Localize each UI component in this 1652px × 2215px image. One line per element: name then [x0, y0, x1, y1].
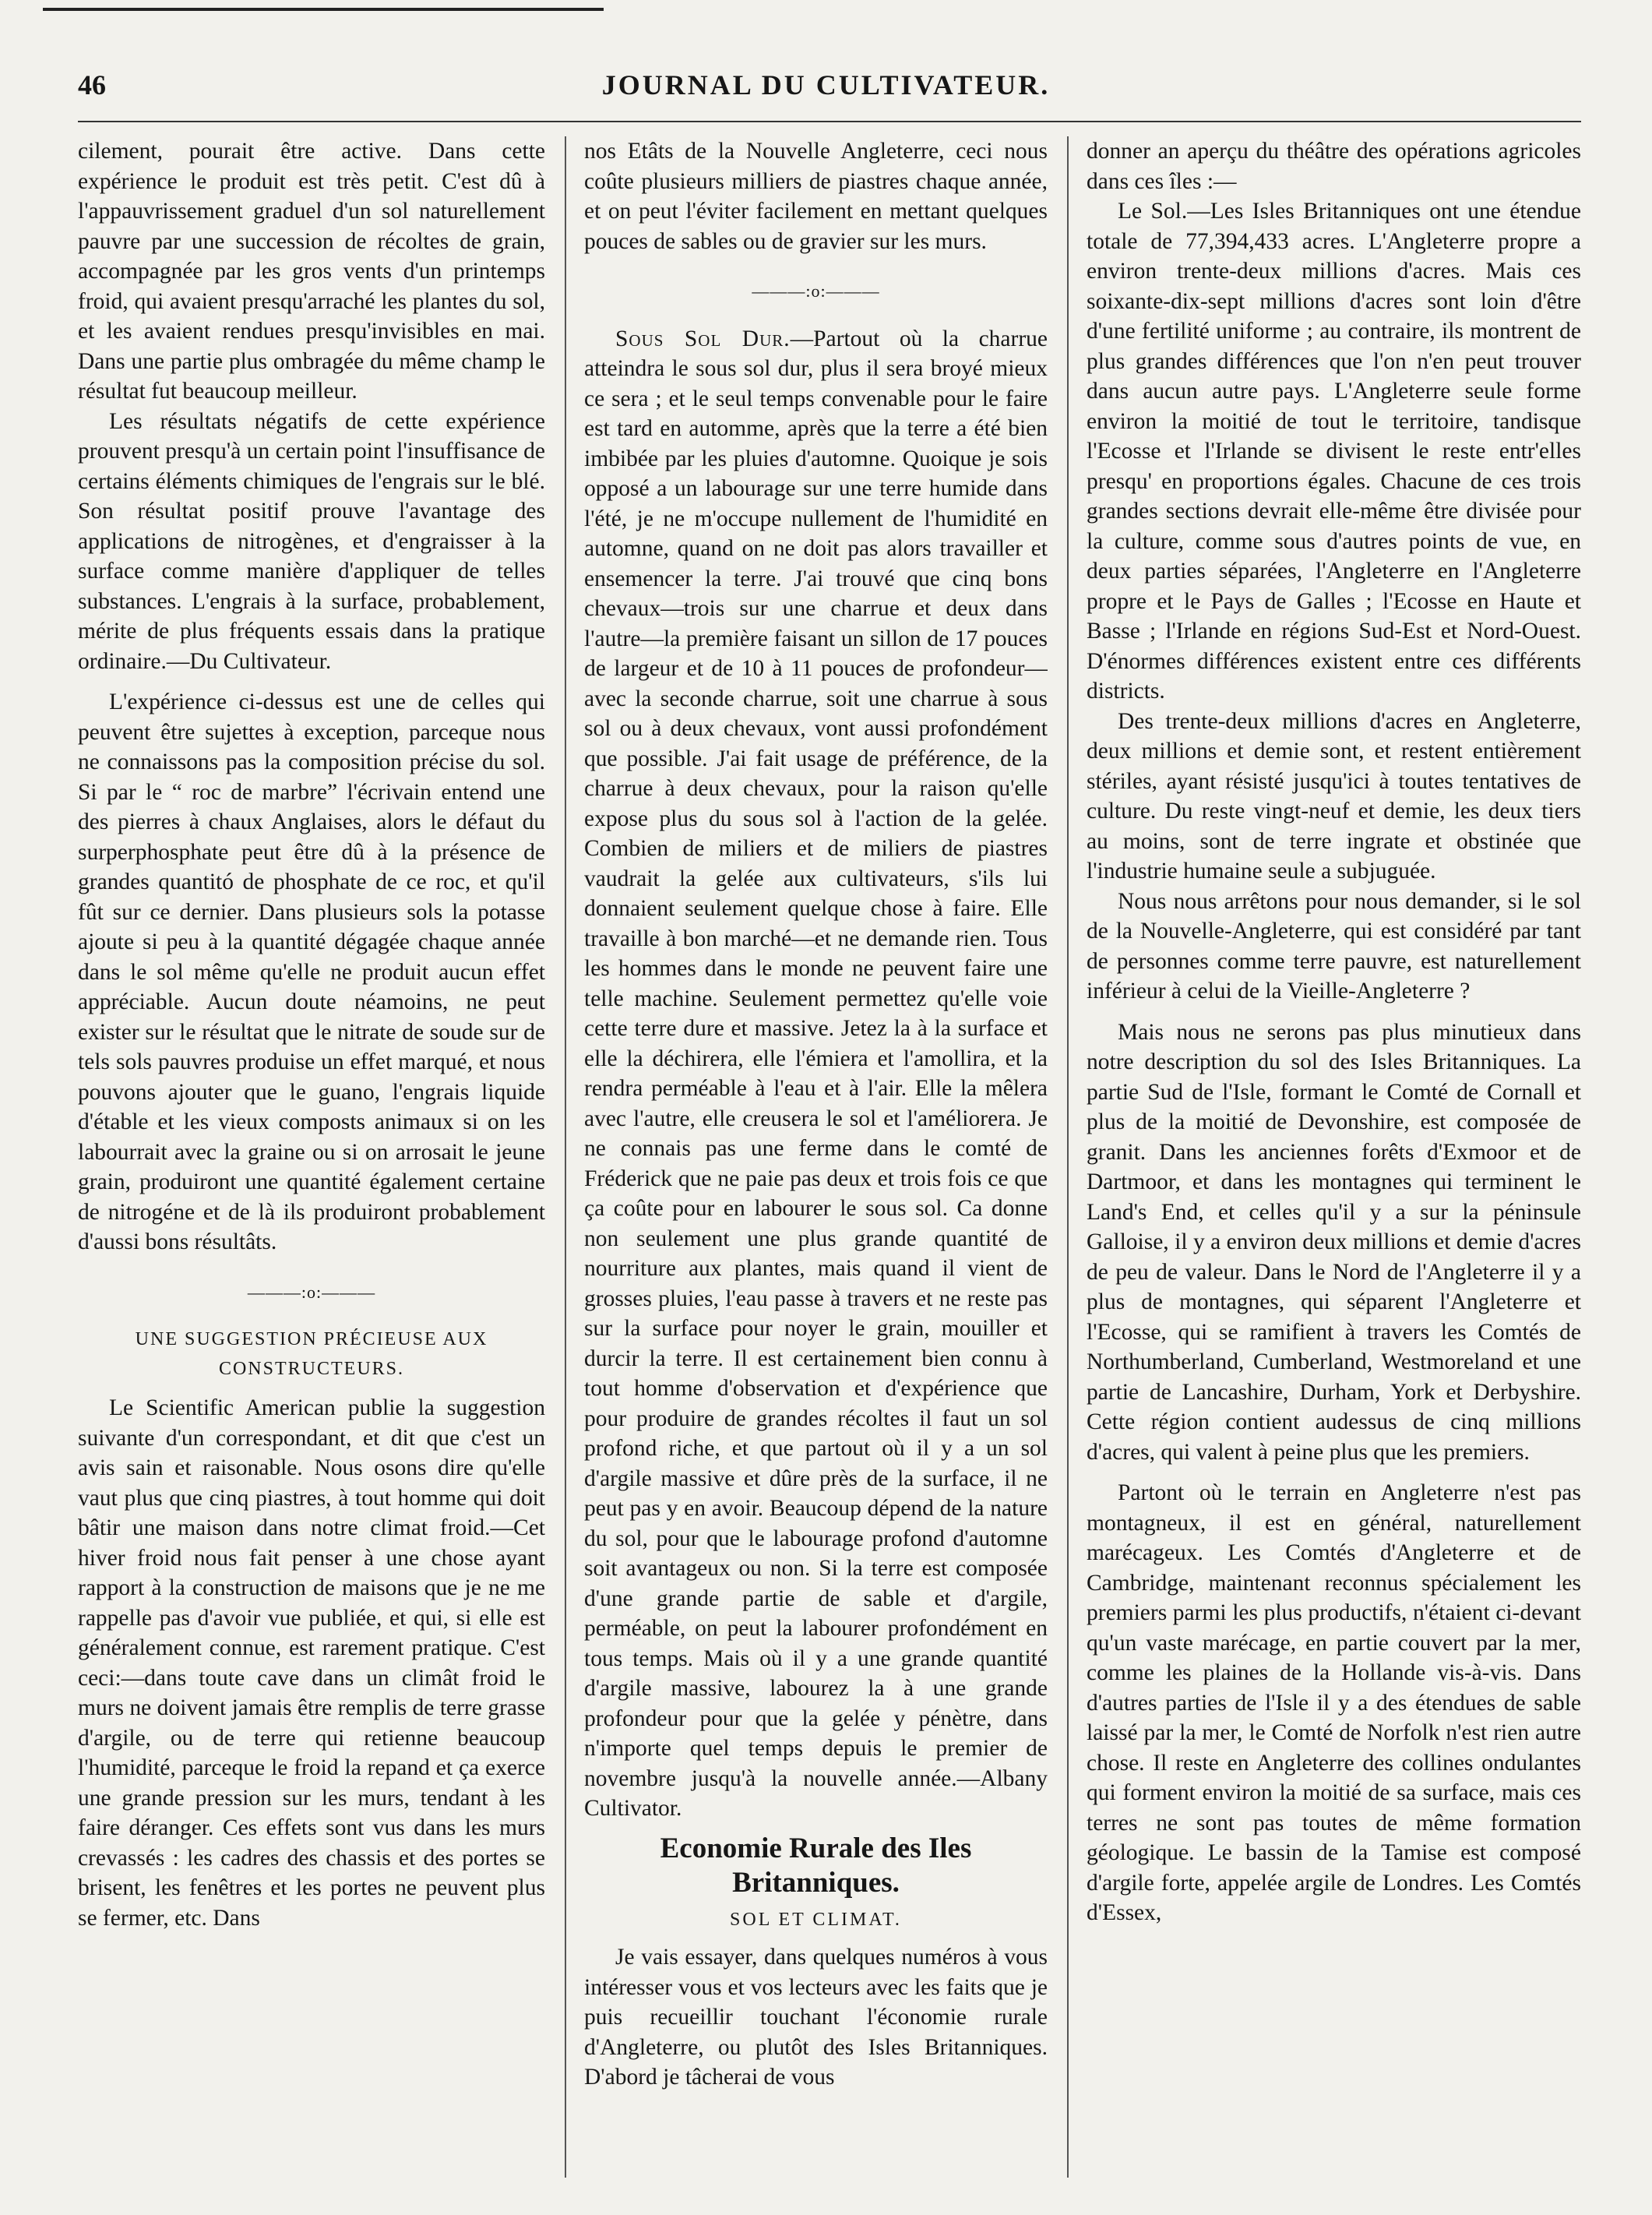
- article-heading: UNE SUGGESTION PRÉCIEUSE AUX CONSTRUCTEURS.: [135, 1329, 488, 1379]
- paragraph: Nous nous arrêtons pour nous demander, si le sol de la Nouvelle-Angleterre, qui est considéré par tant de personnes comme terre pauvre, est naturellement inférieur à celui de la Vieille-Angleterre ?: [1087, 888, 1581, 1003]
- column-divider-1: [565, 136, 566, 2178]
- column-divider-2: [1067, 136, 1069, 2178]
- paragraph: Mais nous ne serons pas plus minutieux dans notre description du sol des Isles Britanniques. La partie Sud de l'Isle, formant le Comté de Cornall et plus de la moitié de Devonshire, est composée de granit. Dans les anciennes forêts d'Exmoor et de Dartmoor, et dans les montagnes qui terminent le Land's End, et celles qu'il y a sur la péninsule Galloise, il y a environ deux millions et demie d'acres de peu de valeur. Dans le Nord de l'Angleterre il y a plus de montagnes, qui séparent l'Angleterre et l'Ecosse, qui se ramifient à travers les Comtés de Northumberland, Cumberland, Westmoreland et une partie de Lancashire, Durham, York et Derbyshire. Cette région contient audessus de cinq millions d'acres, qui valent à peine plus que les premiers.: [1087, 1019, 1581, 1465]
- article-subheading: SOL ET CLIMAT.: [730, 1909, 902, 1930]
- section-separator: ———:o:———: [247, 1282, 376, 1302]
- paragraph: donner an aperçu du théâtre des opérations agricoles dans ces îles :—: [1087, 139, 1581, 194]
- paragraph: nos Etâts de la Nouvelle Angleterre, ceci nous coûte plusieurs milliers de piastres chaque année, et on peut l'éviter facilement en mettant quelques pouces de sables ou de gravier sur les murs.: [584, 139, 1048, 254]
- paragraph: cilement, pourait être active. Dans cette expérience le produit est très petit. C'est dû à l'appauvrissement graduel d'un sol naturellement pauvre par une succession de récoltes de grain, accompagnée par les gros vents d'un printemps froid, qui avaient presqu'arraché les plantes du sol, et les avaient rendues presqu'invisibles en mai. Dans une partie plus ombragée du même champ le résultat fut beaucoup meilleur.: [78, 139, 545, 404]
- paragraph: Je vais essayer, dans quelques numéros à vous intéresser vous et vos lecteurs avec les faits que je puis recueillir touchant l'économie rurale d'Angleterre, ou plutôt des Isles Britanniques. D'abord je tâcherai de vous: [584, 1945, 1048, 2090]
- paragraph: [584, 324, 1048, 1824]
- page-number: 46: [78, 69, 106, 101]
- paragraph: Partont où le terrain en Angleterre n'est pas montagneux, il est en général, naturellement marécageux. Les Comtés d'Angleterre et de Cambridge, maintenant reconnus spécialement les premiers parmi les plus productifs, n'étaient ci-devant qu'un vaste marécage, en partie couvert par la mer, comme les plaines de la Hollande vis-à-vis. Dans d'autres parties de l'Isle il y a des étendues de sable laissé par la mer, le Comté de Norfolk n'est rien autre chose. Il reste en Angleterre des collines ondulantes qui forment environ la moitié de sa surface, mais ces terres ne sont pas toutes de même formation géologique. Le bassin de la Tamise est composé d'argile forte, appelée argile de Londres. Les Comtés d'Essex,: [1087, 1480, 1581, 1925]
- paragraph-lead: Sous Sol Dur.: [615, 326, 791, 351]
- article-heading: Economie Rurale des Iles Britanniques.: [660, 1832, 972, 1899]
- page-header: [0, 69, 1652, 115]
- top-rule: [43, 8, 604, 11]
- paragraph: Le Scientific American publie la suggestion suivante d'un correspondant, et dit que c'est un avis sain et raisonable. Nous osons dire qu'elle vaut plus que cinq piastres, à tout homme qui doit bâtir une maison dans notre climat froid.—Cet hiver froid nous fait penser à une chose ayant rapport à la construction de maisons que je ne me rappelle pas d'avoir vue publiée, et qui, si elle est généralement connue, est rarement pratique. C'est ceci:—dans toute cave dans un climât froid le murs ne doivent jamais être remplis de terre grasse d'argile, ou de terre qui retienne beaucoup l'humidité, parceque le froid la repand et ça exerce une grande pression sur les murs, tendant à les faire déranger. Ces effets sont vus dans les murs crevassés : les cadres des chassis et des portes se brisent, les fenêtres et les portes ne peuvent plus se fermer, etc. Dans: [78, 1395, 545, 1931]
- column-1: [78, 136, 545, 2201]
- paragraph: Le Sol.—Les Isles Britanniques ont une étendue totale de 77,394,433 acres. L'Angleterre propre a environ trente-deux millions d'acres. Mais ces soixante-dix-sept millions d'acres sont loin d'être d'une fertilité uniforme ; au contraire, ils montrent de plus grandes différences que l'on n'en peut trouver dans aucun autre pays. L'Angleterre seule forme environ la moitié de tout le territoire, tandisque l'Ecosse et l'Irlande se divisent le reste entr'elles presqu' en proportions égales. Chacune de ces trois grandes sections devrait elle-même être divisée pour la culture, comme sous d'autres points de vue, en deux parties séparées, l'Angleterre en l'Angleterre propre et le Pays de Galles ; l'Ecosse en Haute et Basse ; l'Irlande en régions Sud-Est et Nord-Ouest. D'énormes différences existent entre ces différents districts.: [1087, 199, 1581, 704]
- section-separator: ———:o:———: [752, 281, 880, 301]
- paragraph-body: —Partout où la charrue atteindra le sous sol dur, plus il sera broyé mieux ce sera ; et le seul temps convenable pour le faire est tard en automme, après que la terre a été bien imbibée par les pluies d'automne. Quoique je sois opposé a un labourage sur une terre humide dans l'été, je ne m'occupe nullement de l'humidité en automne, quand on ne doit pas alors travailler et ensemencer la terre. J'ai trouvé que cinq bons chevaux—trois sur une charrue et deux dans l'autre—la première faisant un sillon de 17 pouces de largeur et de 10 à 11 pouces de profondeur—avec la seconde charrue, soit une charrue à sous sol ou à deux chevaux, vont aussi profondément que possible. J'ai fait usage de préférence, de la charrue à deux chevaux, pour la raison qu'elle expose plus du sous sol à l'action de la gelée. Combien de miliers et de miliers de piastres vaudrait la gelée aux cultivateurs, s'ils lui donnaient seulement quelque chose à faire. Elle travaille à bon marché—et ne demande rien. Tous les hommes dans le monde ne peuvent faire une telle machine. Seulement permettez qu'elle voie cette terre dure et massive. Jetez la à la surface et elle la déchirera, elle l'émiera et l'amollira, et la rendra perméable à l'eau et à l'air. Elle la mêlera avec l'autre, elle creusera le sol et l'améliorera. Je ne connais pas une ferme dans le comté de Fréderick que ne paie pas deux et trois fois ce que ça coûte pour en labourer le sous sol. Ca donne non seulement une plus grande quantité de nourriture aux plantes, mais quand il vient de grosses pluies, l'eau passe à travers et ne reste pas sur la surface pour noyer le grain, mouiller et durcir la terre. Il est certainement bien connu à tout homme d'observation et d'expérience que pour produire de grandes récoltes il faut un sol profond riche, et que partout où il y a un sol d'argile massive et dûre près de la surface, il ne peut pas y en avoir. Beaucoup dépend de la nature du sol, pour que le labourage profond d'automne soit avantageux ou non. Si la terre est composée d'une grande partie de sable et d'argile, perméable, on peut la labourer profondément en tous temps. Mais où il y a une grande quantité d'argile massive, labourez la à une grande profondeur pour que la gelée y pénètre, dans n'importe quel temps depuis le premier de novembre jusqu'à la nouvelle année.—Albany Cultivator.: [584, 326, 1048, 1821]
- column-3: [1087, 136, 1581, 2201]
- journal-title: JOURNAL DU CULTIVATEUR.: [601, 69, 1051, 101]
- paragraph: Des trente-deux millions d'acres en Angleterre, deux millions et demie sont, et restent entièrement stériles, ayant résisté jusqu'ici à toutes tentatives de culture. Du reste vingt-neuf et demie, les deux tiers au moins, sont de terre ingrate et obstinée que l'industrie humaine seule a subjuguée.: [1087, 708, 1581, 884]
- paragraph: Les résultats négatifs de cette expérience prouvent presqu'à un certain point l'insuffisance de certains éléments chimiques de l'engrais sur le blé. Son résultat positif prouve l'avantage des applications de nitrogènes, et d'engraisser à la surface comme manière d'appliquer de telles substances. L'engrais à la surface, probablement, mérite de plus fréquents essais dans la pratique ordinaire.—Du Cultivateur.: [78, 408, 545, 674]
- column-2: [584, 136, 1048, 2201]
- paragraph: L'expérience ci-dessus est une de celles qui peuvent être sujettes à exception, parceque nous ne connaissons pas la composition précise du sol. Si par le “ roc de marbre” l'écrivain entend une des pierres à chaux Anglaises, alors le défaut du surperphosphate peut être dû à la présence de grandes quantitó de phosphate de ce roc, et qu'il fût sur ce dernier. Dans plusieurs sols la potasse ajoute si peu à la quantité dégagée chaque année dans le sol même qu'elle ne produit aucun effet appréciable. Aucun doute néamoins, ne peut exister sur le résultat que le nitrate de soude sur de tels sols pauvres produise un effet marqué, et nous pouvons ajouter que le guano, l'engrais liquide d'étable et les vieux composts animaux si on les labourrait avec la graine ou si on arrosait le jeune grain, produiront une quantité également certaine de nitrogéne et de là ils produiront probablement d'aussi bons résultâts.: [78, 690, 545, 1254]
- header-rule: [78, 121, 1581, 122]
